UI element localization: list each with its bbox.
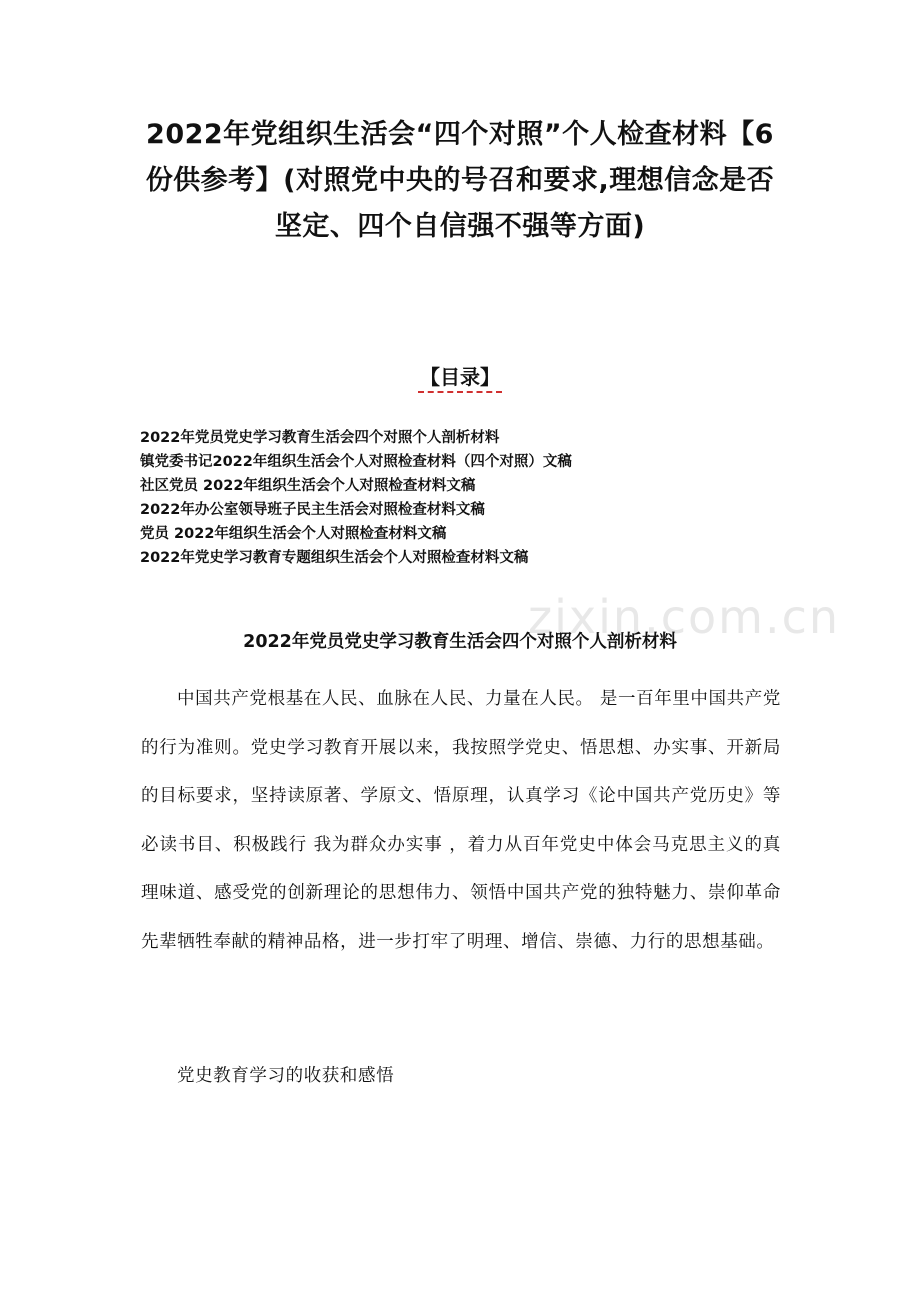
toc-item[interactable]: 2022年办公室领导班子民主生活会对照检查材料文稿 <box>140 502 485 518</box>
toc-item[interactable]: 2022年党史学习教育专题组织生活会个人对照检查材料文稿 <box>140 550 529 566</box>
toc-item[interactable]: 镇党委书记2022年组织生活会个人对照检查材料（四个对照）文稿 <box>140 454 572 470</box>
toc-item[interactable]: 党员 2022年组织生活会个人对照检查材料文稿 <box>140 526 447 542</box>
toc-heading-text: 【目录】 <box>418 365 502 393</box>
watermark: zixin.com.cn <box>528 590 841 644</box>
section-subheading: 党史教育学习的收获和感悟 <box>177 1066 395 1086</box>
toc-heading <box>0 362 920 392</box>
body-paragraph: 中国共产党根基在人民、血脉在人民、力量在人民。 是一百年里中国共产党的行为准则。党史学习教育开展以来，我按照学党史、悟思想、办实事、开新局的目标要求，坚持读原著、学原文、悟原理，认真学习《论中国共产党历史》等必读书目、积极践行 我为群众办实事 ，着力从百年党史中体会马克思主义的真理味道、感受党的创新理论的思想伟力、领悟中国共产党的独特魅力、崇仰革命先辈牺牲奉献的精神品格，进一步打牢了明理、增信、崇德、力行的思想基础。 <box>141 689 781 952</box>
toc-item[interactable]: 社区党员 2022年组织生活会个人对照检查材料文稿 <box>140 478 476 494</box>
section-title: 2022年党员党史学习教育生活会四个对照个人剖析材料 <box>243 632 677 652</box>
toc-item[interactable]: 2022年党员党史学习教育生活会四个对照个人剖析材料 <box>140 430 500 446</box>
document-title: 2022年党组织生活会“四个对照”个人检查材料【6份供参考】(对照党中央的号召和要求,理想信念是否坚定、四个自信强不强等方面) <box>145 119 775 242</box>
toc-list <box>140 426 780 570</box>
